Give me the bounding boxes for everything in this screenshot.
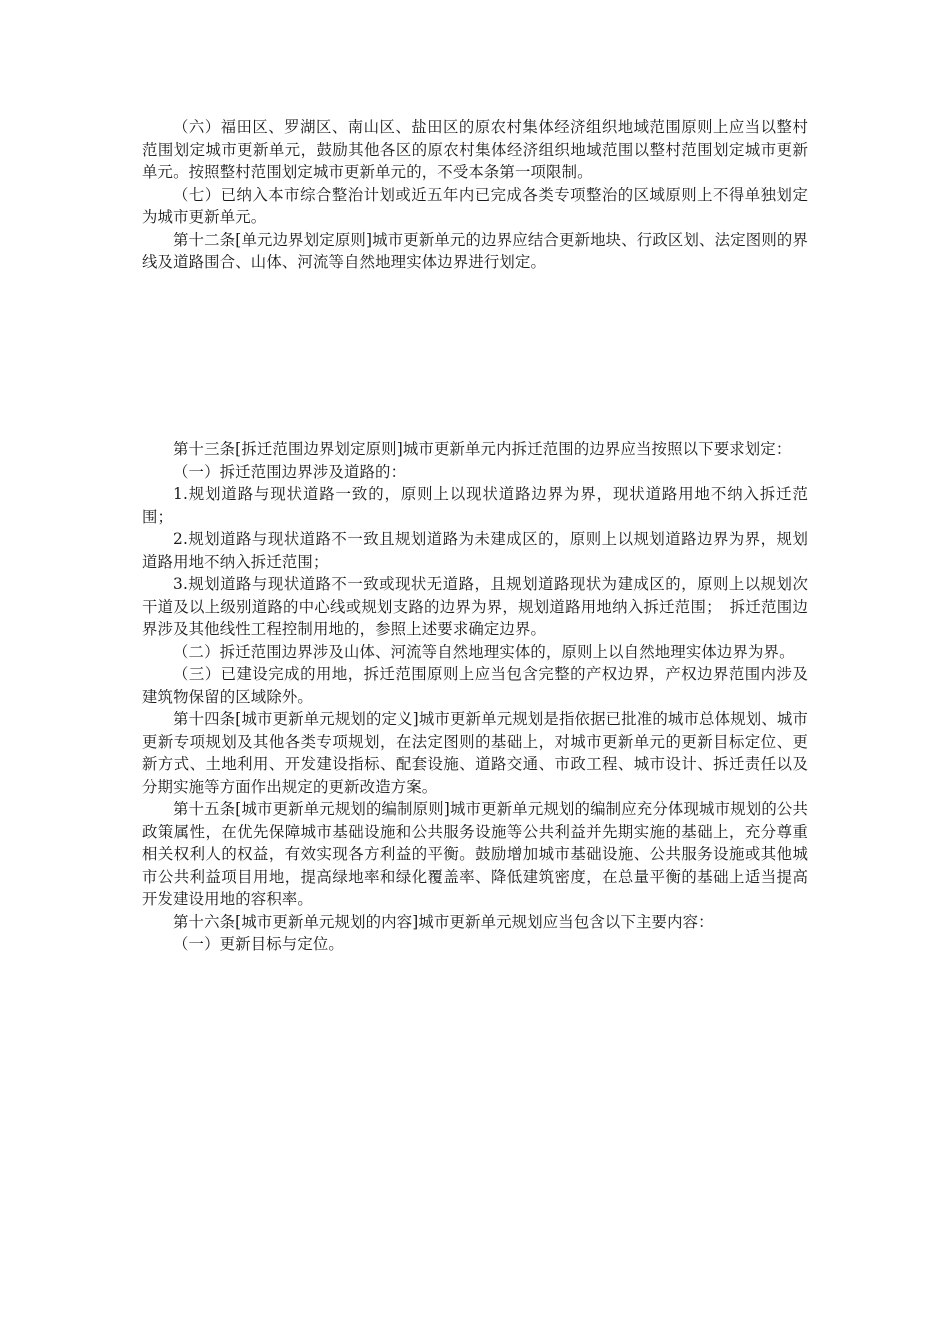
paragraph-subitem-1: 1.规划道路与现状道路一致的，原则上以现状道路边界为界，现状道路用地不纳入拆迁范围；	[142, 485, 808, 526]
paragraph-subitem-2: 2.规划道路与现状道路不一致且规划道路为未建成区的，原则上以规划道路边界为界，规划道路用地不纳入拆迁范围；	[142, 530, 808, 571]
paragraph-subitem-3: 3.规划道路与现状道路不一致或现状无道路，且规划道路现状为建成区的，原则上以规划次干道及以上级别道路的中心线或规划支路的边界为界，规划道路用地纳入拆迁范围； 拆迁范围边界涉及其他线性工程控制用地的，参照上述要求确定边界。	[142, 575, 808, 638]
top-text-block	[142, 116, 808, 274]
paragraph-item-6: （六）福田区、罗湖区、南山区、盐田区的原农村集体经济组织地域范围原则上应当以整村范围划定城市更新单元，鼓励其他各区的原农村集体经济组织地域范围以整村范围划定城市更新单元。按照整村范围划定城市更新单元的，不受本条第一项限制。	[142, 118, 808, 181]
paragraph-clause-3: （三）已建设完成的用地，拆迁范围原则上应当包含完整的产权边界，产权边界范围内涉及建筑物保留的区域除外。	[142, 665, 808, 706]
main-text-block	[142, 438, 808, 956]
paragraph-clause-2: （二）拆迁范围边界涉及山体、河流等自然地理实体的，原则上以自然地理实体边界为界。	[173, 642, 795, 661]
paragraph-article-13: 第十三条[拆迁范围边界划定原则]城市更新单元内拆迁范围的边界应当按照以下要求划定：	[173, 440, 792, 458]
paragraph-article-15: 第十五条[城市更新单元规划的编制原则]城市更新单元规划的编制应充分体现城市规划的公共政策属性，在优先保障城市基础设施和公共服务设施等公共利益并先期实施的基础上，充分尊重相关权利人的权益，有效实现各方利益的平衡。鼓励增加城市基础设施、公共服务设施或其他城市公共利益项目用地，提高绿地率和绿化覆盖率、降低建筑密度，在总量平衡的基础上适当提高开发建设用地的容积率。	[142, 800, 808, 908]
paragraph-clause-16-1: （一）更新目标与定位。	[173, 935, 344, 953]
paragraph-article-16: 第十六条[城市更新单元规划的内容]城市更新单元规划应当包含以下主要内容：	[173, 912, 714, 931]
paragraph-clause-1: （一）拆迁范围边界涉及道路的：	[173, 462, 407, 481]
paragraph-article-14: 第十四条[城市更新单元规划的定义]城市更新单元规划是指依据已批准的城市总体规划、城市更新专项规划及其他各类专项规划，在法定图则的基础上，对城市更新单元的更新目标定位、更新方式、土地利用、开发建设指标、配套设施、道路交通、市政工程、城市设计、拆迁责任以及分期实施等方面作出规定的更新改造方案。	[142, 710, 808, 796]
paragraph-article-12: 第十二条[单元边界划定原则]城市更新单元的边界应结合更新地块、行政区划、法定图则的界线及道路围合、山体、河流等自然地理实体边界进行划定。	[142, 230, 808, 271]
paragraph-item-7: （七）已纳入本市综合整治计划或近五年内已完成各类专项整治的区域原则上不得单独划定为城市更新单元。	[142, 185, 808, 226]
